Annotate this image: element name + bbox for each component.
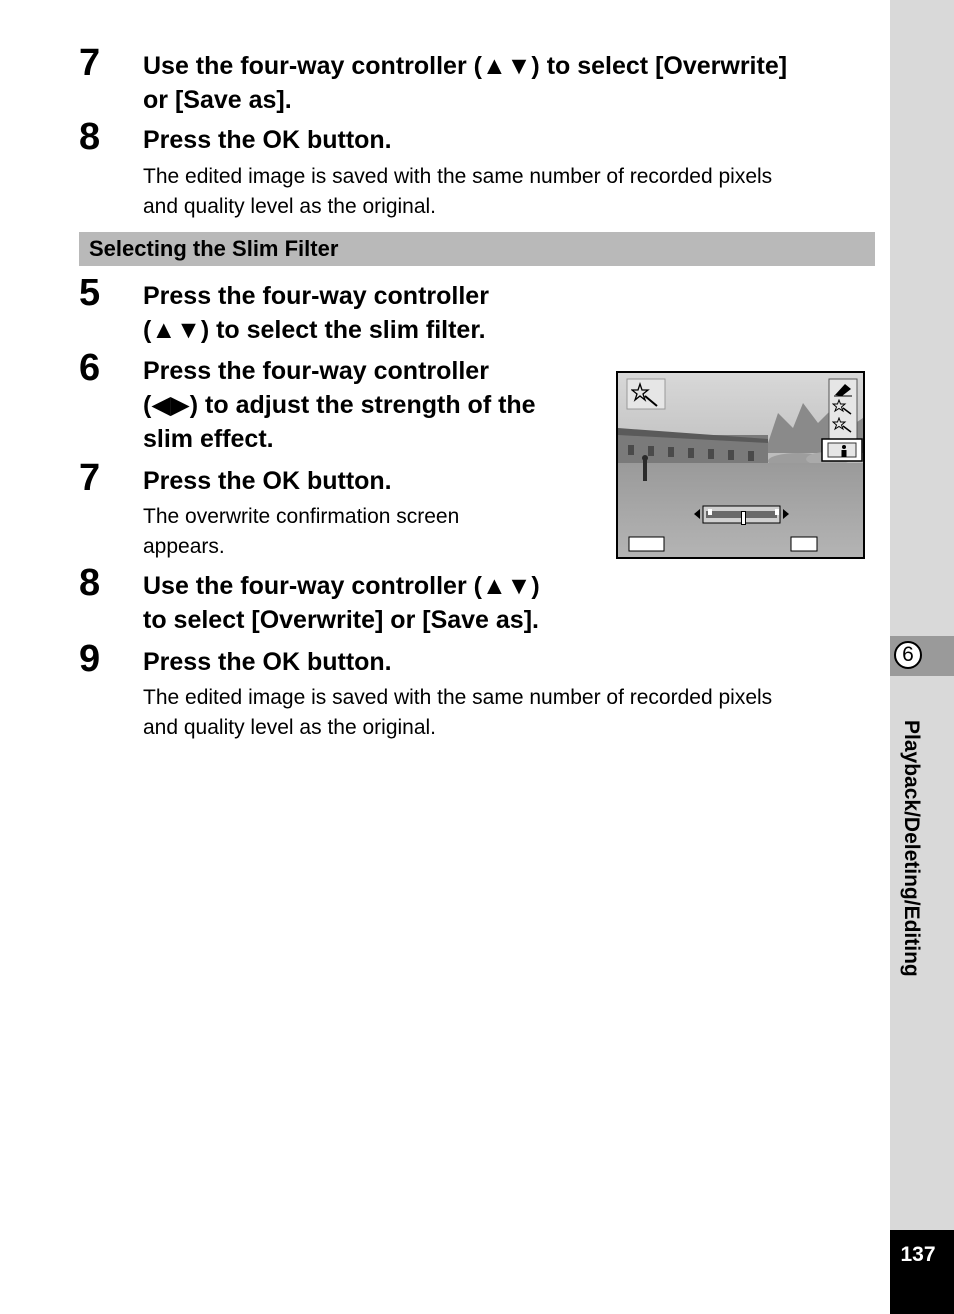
- step-title-line: Use the four-way controller (▲▼): [143, 572, 540, 600]
- step-title-line: or [Save as].: [143, 86, 292, 114]
- filter-icon: [832, 399, 854, 415]
- slider-min-mark: [708, 509, 712, 515]
- camera-screen-illustration: [616, 371, 865, 559]
- step-number: 7: [79, 457, 101, 499]
- chapter-sidebar: [890, 0, 954, 1230]
- description-line: The edited image is saved with the same number of recorded pixels: [143, 165, 773, 188]
- description-line: The overwrite confirmation screen: [143, 505, 460, 528]
- step-title: [143, 645, 392, 679]
- step-title: [143, 279, 489, 347]
- description-line: and quality level as the original.: [143, 716, 437, 739]
- filter-icon: [832, 417, 854, 433]
- step-title: [143, 569, 540, 637]
- step-title-line: Use the four-way controller (▲▼) to select [Overwrite]: [143, 52, 788, 80]
- page-number: 137: [900, 1243, 936, 1266]
- step-description: [143, 683, 772, 743]
- step-number: 8: [79, 562, 101, 604]
- step-title: [143, 464, 392, 498]
- step-title: [143, 354, 536, 456]
- step-number: 8: [79, 116, 101, 158]
- description-line: and quality level as the original.: [143, 195, 437, 218]
- step-title-line: Press the four-way controller: [143, 357, 489, 385]
- magic-wand-icon: [631, 382, 661, 408]
- step-number: 9: [79, 638, 101, 680]
- step-number: 5: [79, 272, 101, 314]
- slim-filter-icon: [834, 444, 854, 458]
- step-description: [143, 502, 459, 562]
- step-title: [143, 123, 392, 157]
- step-title: [143, 49, 787, 117]
- description-line: appears.: [143, 535, 225, 558]
- step-title-line: Press the four-way controller: [143, 282, 489, 310]
- step-title-line: Press the OK button.: [143, 467, 392, 495]
- step-number: 6: [79, 347, 101, 389]
- chapter-title: Playback/Deleting/Editing: [900, 720, 923, 977]
- section-title: Selecting the Slim Filter: [89, 236, 339, 261]
- step-title-line: (▲▼) to select the slim filter.: [143, 316, 486, 344]
- slider-max-mark: [775, 509, 779, 515]
- eraser-icon: [832, 381, 854, 397]
- step-title-line: Press the OK button.: [143, 648, 392, 676]
- section-heading: [79, 232, 875, 266]
- slider-thumb: [741, 511, 746, 525]
- slim-strength-slider: [705, 508, 782, 525]
- step-description: [143, 162, 772, 222]
- step-number: 7: [79, 42, 101, 84]
- step-title-line: (◀▶) to adjust the strength of the: [143, 391, 536, 419]
- step-title-line: slim effect.: [143, 425, 274, 453]
- step-title-line: to select [Overwrite] or [Save as].: [143, 606, 539, 634]
- step-title-line: Press the OK button.: [143, 126, 392, 154]
- description-line: The edited image is saved with the same number of recorded pixels: [143, 686, 773, 709]
- chapter-number: 6: [894, 641, 922, 669]
